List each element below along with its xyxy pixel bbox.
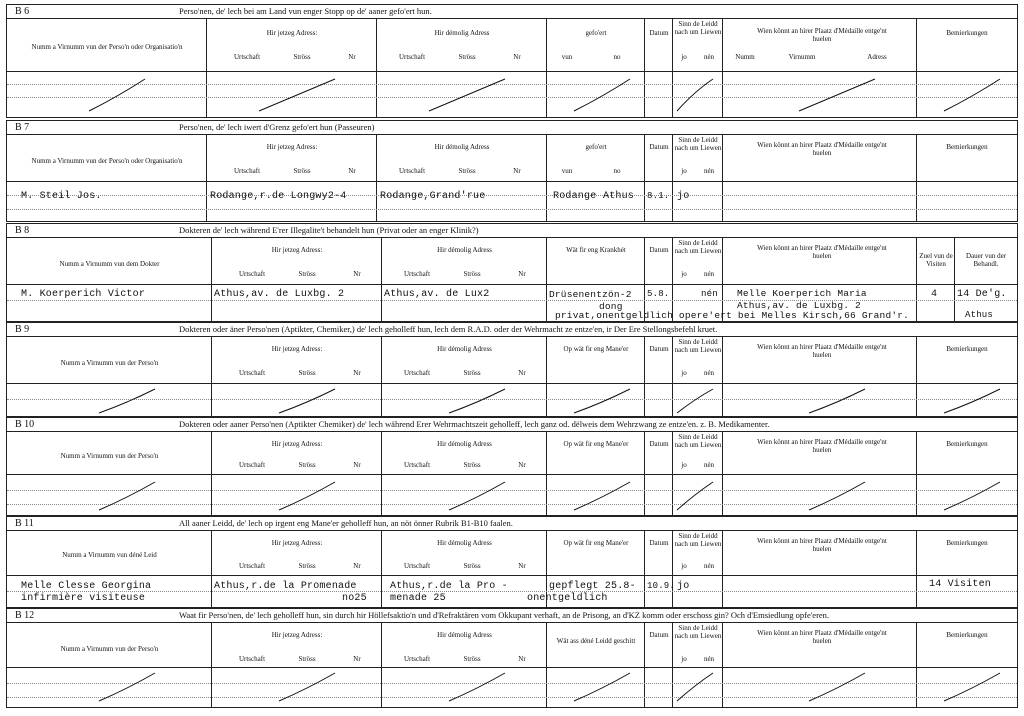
entry-former-address-cont: menade 25 <box>390 593 446 604</box>
section-title: Dokteren de' lech während E'rer Illegalite't behandelt hun (Privat oder an enger Klinik?) <box>179 225 479 235</box>
header-nr: Nr <box>353 369 361 377</box>
header-no: nén <box>703 655 715 663</box>
entry-name-role: infirmière visiteuse <box>21 593 146 604</box>
header-medal: Wien könnt an hirer Plaatz d'Médaille entge'nt huelen <box>757 438 887 454</box>
header-nr: Nr <box>348 53 356 61</box>
header-date: Datum <box>649 246 669 254</box>
header-no: nén <box>703 53 715 61</box>
header-street: Ströss <box>463 461 481 469</box>
header-yes: jo <box>681 562 687 570</box>
header-manner: Op wät fir eng Mane'er <box>563 440 629 448</box>
entry-date: 8.1. <box>647 191 670 201</box>
header-town: Urtschaft <box>403 655 431 663</box>
header-sense: Sinn de Leidd nach um Liewen <box>674 532 722 548</box>
header-manner: Op wät fir eng Mane'er <box>563 345 629 353</box>
header-street: Ströss <box>463 270 481 278</box>
header-current-address: Hir jetzeg Adress: <box>271 345 323 353</box>
blank-line-mark <box>807 671 867 703</box>
blank-line-mark <box>675 671 715 703</box>
header-town: Urtschaft <box>403 562 431 570</box>
section-code: B 11 <box>15 518 34 529</box>
header-medal-name: Numm <box>735 53 755 61</box>
header-doctor-name: Numm a Virnumm vun dem Dokter <box>59 260 160 268</box>
header-medal: Wien könnt an hirer Plaatz d'Médaille entge'nt huelen <box>757 27 887 43</box>
header-town: Urtschaft <box>403 461 431 469</box>
entry-former-address: Athus,r.de la Pro - <box>390 581 508 592</box>
entry-current-address: Athus,av. de Luxbg. 2 <box>214 289 345 300</box>
blank-line-mark <box>807 480 867 512</box>
section-code: B 8 <box>15 225 30 236</box>
entry-duration-place: Athus <box>965 310 994 320</box>
blank-line-mark <box>942 671 1002 703</box>
header-street: Ströss <box>293 53 311 61</box>
header-town: Urtschaft <box>403 270 431 278</box>
header-current-address: Hir jetzeg Adress: <box>271 539 323 547</box>
header-town: Urtschaft <box>398 167 426 175</box>
header-date: Datum <box>649 631 669 639</box>
header-nr: Nr <box>353 655 361 663</box>
header-town: Urtschaft <box>238 461 266 469</box>
section-title: Perso'nen, de' lech bei am Land vun enger Stopp op de' aaner gefo'ert hun. <box>179 6 432 16</box>
entry-former-address: Rodange,Grand'rue <box>380 191 486 202</box>
section-code: B 7 <box>15 122 30 133</box>
entry-manner: gepflegt 25.8- <box>549 581 636 592</box>
header-date: Datum <box>649 143 669 151</box>
section-title-bar <box>7 121 1017 135</box>
header-remarks: Bemierkungen <box>946 143 988 151</box>
header-sense: Sinn de Leidd nach um Liewen <box>674 624 722 640</box>
header-street: Ströss <box>458 167 476 175</box>
section-title: Perso'nen, de' lech iwert d'Grenz gefo'ert hun (Passeuren) <box>179 122 375 132</box>
header-sense: Sinn de Leidd nach um Liewen <box>674 239 722 255</box>
header-no: nén <box>703 461 715 469</box>
header-sense: Sinn de Leidd nach um Liewen <box>674 136 722 152</box>
header-name: Numm a Virnumm vun der Perso'n <box>60 452 159 460</box>
header-former-address: Hir démolig Adress <box>437 539 492 547</box>
entry-former-address: Athus,av. de Lux2 <box>384 289 490 300</box>
header-medal: Wien könnt an hirer Plaatz d'Médaille entge'nt huelen <box>757 141 887 157</box>
header-street: Ströss <box>463 369 481 377</box>
blank-line-mark <box>797 77 877 113</box>
section-code: B 10 <box>15 419 35 430</box>
header-current-address: Hir jetzeg Adress: <box>266 143 318 151</box>
header-nr: Nr <box>513 53 521 61</box>
entry-medal-name: Melle Koerperich Maria <box>737 288 867 299</box>
section-b9 <box>6 322 1018 417</box>
header-to: no <box>613 53 621 61</box>
blank-line-mark <box>807 387 867 415</box>
header-nr: Nr <box>518 562 526 570</box>
header-street: Ströss <box>458 53 476 61</box>
header-street: Ströss <box>298 655 316 663</box>
header-former-address: Hir démolig Adress <box>437 440 492 448</box>
entry-current-address: Rodange,r.de Longwy2-4 <box>210 191 347 202</box>
entry-date: 5.8. <box>647 289 670 299</box>
header-former-address: Hir démolig Adress <box>437 246 492 254</box>
form-sheet <box>6 4 1018 710</box>
header-former-address: Hir démolig Adress <box>434 143 490 151</box>
blank-line-mark <box>87 77 147 113</box>
header-nr: Nr <box>353 270 361 278</box>
entry-from: Rodange <box>553 191 597 202</box>
header-street: Ströss <box>298 270 316 278</box>
header-name: Numm a Virnumm vun der Perso'n <box>60 359 159 367</box>
entry-yes: jo <box>677 191 690 202</box>
section-b10 <box>6 417 1018 516</box>
header-street: Ströss <box>298 562 316 570</box>
header-street: Ströss <box>298 461 316 469</box>
section-code: B 9 <box>15 324 30 335</box>
section-title-bar <box>7 323 1017 337</box>
header-street: Ströss <box>463 655 481 663</box>
header-from: vun <box>561 167 573 175</box>
header-from: vun <box>561 53 573 61</box>
header-medal-address: Adress <box>867 53 887 61</box>
blank-line-mark <box>277 480 337 512</box>
header-current-address: Hir jetzeg Adress: <box>271 631 323 639</box>
blank-line-mark <box>427 77 507 113</box>
header-remarks: Bemierkungen <box>946 345 988 353</box>
header-no: nén <box>703 562 715 570</box>
header-medal-first: Virnumm <box>788 53 816 61</box>
header-suffered: Wät ass déné Leidd geschitt <box>556 637 636 645</box>
entry-remarks: 14 Visiten <box>929 579 992 590</box>
blank-line-mark <box>675 77 715 113</box>
header-yes: jo <box>681 270 687 278</box>
section-title: Dokteren oder äner Perso'nen (Aptikter, Chemiker,) de' lech geholleff hun, lech dem R.A.D. oder der Wehrmacht ze entze'en, ir Der Ere Stellongsbefehl kruet. <box>179 324 718 334</box>
header-remarks: Bemierkungen <box>946 631 988 639</box>
header-led: gefo'ert <box>585 29 607 37</box>
blank-line-mark <box>447 671 507 703</box>
header-no: nén <box>703 270 715 278</box>
section-title-bar <box>7 418 1017 432</box>
header-street: Ströss <box>463 562 481 570</box>
header-yes: jo <box>681 461 687 469</box>
section-b11 <box>6 516 1018 608</box>
blank-line-mark <box>277 671 337 703</box>
blank-line-mark <box>277 387 337 415</box>
entry-to: Athus <box>603 191 635 202</box>
entry-illness: Drüsenentzön-2 <box>549 289 632 300</box>
section-title-bar <box>7 224 1017 238</box>
section-title: All aaner Leidd, de' lech op irgent eng Mane'er geholleff hun, an nöt önner Rubrik B1-B10 faalen. <box>179 518 513 528</box>
header-nr: Nr <box>518 369 526 377</box>
entry-current-number: no25 <box>342 593 367 604</box>
entry-name: M. Steil Jos. <box>21 191 102 202</box>
header-illness: Wät fir eng Krankhét <box>566 246 626 254</box>
header-medal: Wien könnt an hirer Plaatz d'Médaille entge'nt huelen <box>757 629 887 645</box>
header-date: Datum <box>649 345 669 353</box>
header-nr: Nr <box>518 270 526 278</box>
header-sense: Sinn de Leidd nach um Liewen <box>674 433 722 449</box>
header-remarks: Bemierkungen <box>946 440 988 448</box>
header-nr: Nr <box>518 461 526 469</box>
header-yes: jo <box>681 655 687 663</box>
header-visits: Zuel vun de Visiten <box>919 252 953 268</box>
entry-visits: 4 <box>931 289 938 300</box>
header-current-address: Hir jetzeg Adress: <box>271 246 323 254</box>
header-former-address: Hir démolig Adress <box>434 29 490 37</box>
header-town: Urtschaft <box>233 53 261 61</box>
blank-line-mark <box>942 480 1002 512</box>
header-town: Urtschaft <box>238 562 266 570</box>
section-code: B 12 <box>15 610 35 621</box>
header-town: Urtschaft <box>403 369 431 377</box>
entry-note: privat,onentgeldlich opere'ert bei Melles Kirsch,66 Grand'r. <box>555 310 910 321</box>
entry-no: nén <box>701 289 718 299</box>
header-remarks: Bemierkungen <box>946 539 988 547</box>
section-b7 <box>6 120 1018 222</box>
header-medal: Wien könnt an hirer Plaatz d'Médaille entge'nt huelen <box>757 343 887 359</box>
header-date: Datum <box>649 440 669 448</box>
blank-line-mark <box>97 671 157 703</box>
blank-line-mark <box>942 387 1002 415</box>
header-nr: Nr <box>348 167 356 175</box>
blank-line-mark <box>97 480 157 512</box>
blank-line-mark <box>97 387 157 415</box>
header-town: Urtschaft <box>238 270 266 278</box>
header-nr: Nr <box>353 562 361 570</box>
section-code: B 6 <box>15 6 30 17</box>
blank-line-mark <box>675 480 715 512</box>
blank-line-mark <box>447 480 507 512</box>
header-yes: jo <box>681 369 687 377</box>
header-medal: Wien könnt an hirer Plaatz d'Médaille entge'nt huelen <box>757 537 887 553</box>
header-town: Urtschaft <box>238 655 266 663</box>
blank-line-mark <box>675 387 715 415</box>
header-date: Datum <box>649 29 669 37</box>
entry-name: Melle Clesse Georgina <box>21 581 152 592</box>
header-no: nén <box>703 167 715 175</box>
entry-medal-address: Athus,av. de Luxbg. 2 <box>737 300 861 311</box>
header-name: Numm a Virnumm vun der Perso'n oder Organisatio'n <box>31 43 183 51</box>
header-street: Ströss <box>293 167 311 175</box>
header-name: Numm a Virnumm vun der Perso'n oder Organisatio'n <box>31 157 183 165</box>
header-nr: Nr <box>353 461 361 469</box>
blank-line-mark <box>447 387 507 415</box>
blank-line-mark <box>572 77 632 113</box>
entry-manner-cont: onentgeldlich <box>527 593 608 604</box>
header-former-address: Hir démolig Adress <box>437 631 492 639</box>
header-town: Urtschaft <box>233 167 261 175</box>
section-title-bar <box>7 517 1017 531</box>
header-to: no <box>613 167 621 175</box>
header-medal: Wien könnt an hirer Plaatz d'Médaille entge'nt huelen <box>757 244 887 260</box>
blank-line-mark <box>572 671 632 703</box>
header-date: Datum <box>649 539 669 547</box>
entry-current-address: Athus,r.de la Promenade <box>214 581 357 592</box>
entry-illness-cont: dong <box>599 301 623 312</box>
header-sense: Sinn de Leidd nach um Liewen <box>674 20 722 36</box>
blank-line-mark <box>942 77 1002 113</box>
entry-duration: 14 De'g. <box>957 289 1007 300</box>
section-title: Waat fir Perso'nen, de' lech geholleff hun, sin durch hir Höllefsaktio'n und d'Refraktären vom Okkupant verhaft, an de Prisong, an d'KZ komm oder erschoss gin? Och d'Emsiedlung opfe'eren. <box>179 610 830 620</box>
section-title: Dokteren oder aaner Perso'nen (Aptikter Chemiker) de' lech während Erer Wehrmachtszeit geholleff, lech ganz od. dëlweis dem Wehrzwang ze entze'en. z. B. Medikamenter. <box>179 419 770 429</box>
header-nr: Nr <box>513 167 521 175</box>
header-former-address: Hir démolig Adress <box>437 345 492 353</box>
header-street: Ströss <box>298 369 316 377</box>
header-yes: jo <box>681 167 687 175</box>
header-current-address: Hir jetzeg Adress: <box>271 440 323 448</box>
blank-line-mark <box>572 480 632 512</box>
header-leid-name: Numm a Virnumm vun déné Leid <box>62 551 157 559</box>
header-duration: Dauer vun der Behandl. <box>965 252 1007 268</box>
header-town: Urtschaft <box>238 369 266 377</box>
header-town: Urtschaft <box>398 53 426 61</box>
entry-yes: jo <box>677 581 690 592</box>
section-b12 <box>6 608 1018 708</box>
blank-line-mark <box>572 387 632 415</box>
header-remarks: Bemierkungen <box>946 29 988 37</box>
header-current-address: Hir jetzeg Adress: <box>266 29 318 37</box>
header-yes: jo <box>681 53 687 61</box>
header-manner: Op wät fir eng Mane'er <box>563 539 629 547</box>
header-nr: Nr <box>518 655 526 663</box>
header-led: gefo'ert <box>585 143 607 151</box>
section-b8 <box>6 223 1018 322</box>
section-b6 <box>6 4 1018 118</box>
section-title-bar <box>7 5 1017 19</box>
blank-line-mark <box>257 77 337 113</box>
header-no: nén <box>703 369 715 377</box>
section-title-bar <box>7 609 1017 623</box>
entry-name: M. Koerperich Victor <box>21 289 146 300</box>
header-sense: Sinn de Leidd nach um Liewen <box>674 338 722 354</box>
entry-date: 10.9. <box>647 581 676 591</box>
header-name: Numm a Virnumm vun der Perso'n <box>60 645 159 653</box>
